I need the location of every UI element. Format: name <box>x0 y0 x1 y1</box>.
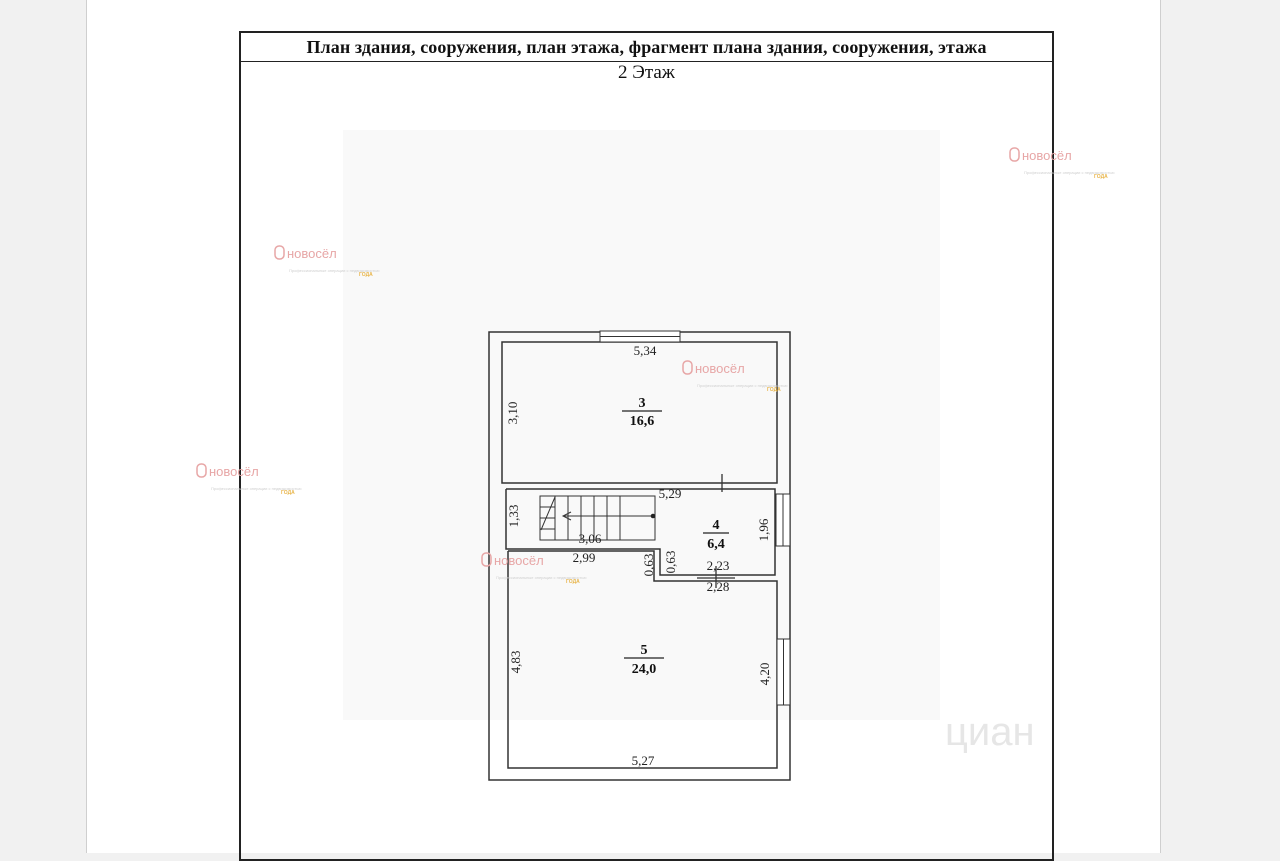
dim-room5-bottom: 5,27 <box>631 753 655 768</box>
svg-text:новосёл: новосёл <box>287 246 337 261</box>
room-4-area: 6,4 <box>707 537 725 552</box>
watermark-logo <box>683 361 787 393</box>
dim-room3-height: 3,10 <box>505 401 520 425</box>
svg-text:новосёл: новосёл <box>695 361 745 376</box>
svg-text:Профессиональные операции с не: Профессиональные операции с недвижимостью <box>697 383 788 388</box>
svg-text:ГОДА: ГОДА <box>1094 174 1108 180</box>
dim-room4-bottom: 2,23 <box>706 558 730 573</box>
room-3-area: 16,6 <box>629 414 655 429</box>
dim-room4-height-right: 1,96 <box>756 518 771 542</box>
svg-text:новосёл: новосёл <box>494 553 544 568</box>
svg-text:новосёл: новосёл <box>209 464 259 479</box>
svg-text:ГОДА: ГОДА <box>566 579 580 585</box>
watermark-logo <box>482 553 586 585</box>
dim-room4-height-left: 1,33 <box>506 504 521 528</box>
watermark-logo <box>1010 148 1114 180</box>
dim-room3-width: 5,34 <box>633 343 657 358</box>
dim-room4-width: 5,29 <box>658 486 682 501</box>
svg-text:Профессиональные операции с не: Профессиональные операции с недвижимостью <box>289 268 380 273</box>
room-4-number: 4 <box>712 518 720 533</box>
room-5-area: 24,0 <box>631 662 657 677</box>
svg-text:ГОДА: ГОДА <box>359 272 373 278</box>
svg-text:Профессиональные операции с не: Профессиональные операции с недвижимостью <box>211 486 302 491</box>
cian-watermark: циан <box>945 710 1035 754</box>
room-3-number: 3 <box>638 396 646 411</box>
dim-2-99: 2,99 <box>572 550 596 565</box>
svg-text:ГОДА: ГОДА <box>281 490 295 496</box>
document-title: План здания, сооружения, план этажа, фрагмент плана здания, сооружения, этажа <box>241 33 1052 62</box>
svg-text:новосёл: новосёл <box>1022 148 1072 163</box>
room-5-number: 5 <box>640 643 648 658</box>
dim-0-63-b: 0,63 <box>663 550 678 574</box>
dim-room5-right: 4,20 <box>757 662 772 686</box>
dim-stair-width: 3,06 <box>578 531 602 546</box>
watermark-logo <box>275 246 379 278</box>
dim-room5-left: 4,83 <box>508 650 523 674</box>
svg-text:Профессиональные операции с не: Профессиональные операции с недвижимостью <box>496 575 587 580</box>
dim-0-63-a: 0,63 <box>641 553 656 577</box>
floor-label: 2 Этаж <box>618 62 675 83</box>
dim-room5-top: 2,28 <box>706 579 730 594</box>
svg-text:Профессиональные операции с не: Профессиональные операции с недвижимостью <box>1024 170 1115 175</box>
stair-start-marker <box>651 514 656 519</box>
svg-text:ГОДА: ГОДА <box>767 387 781 393</box>
watermark-logo <box>197 464 301 496</box>
